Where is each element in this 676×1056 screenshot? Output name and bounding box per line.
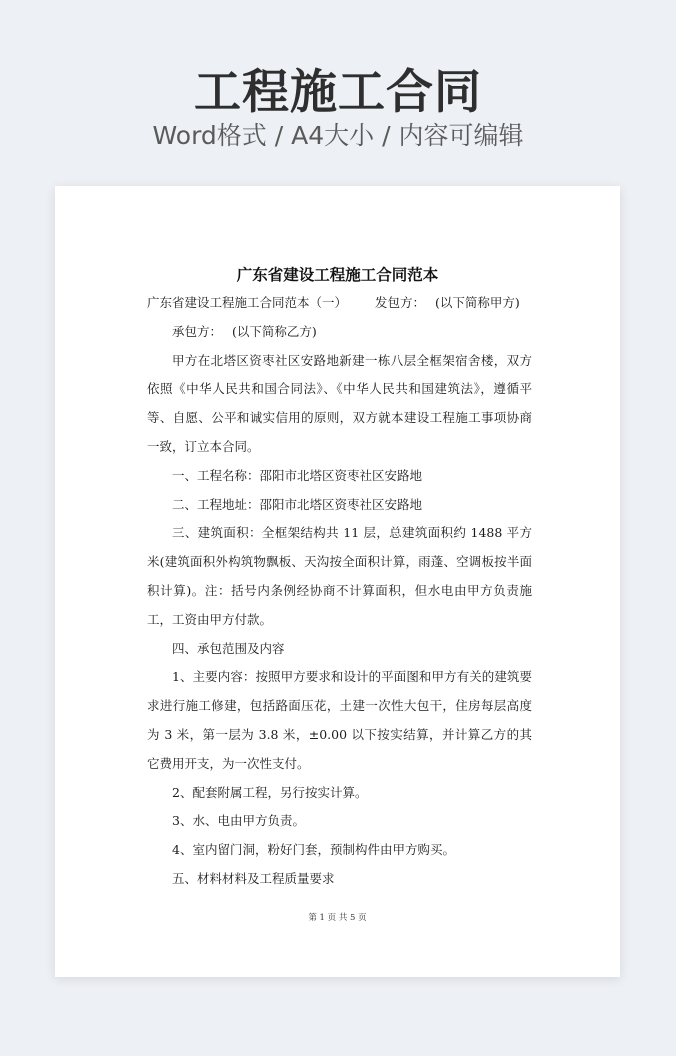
contract-header-line [147, 289, 532, 318]
employer-abbrev: (以下简称甲方) [435, 295, 520, 310]
scope-door-openings: 4、室内留门洞，粉好门套，预制构件由甲方购买。 [172, 842, 455, 858]
contract-template-name: 广东省建设工程施工合同范本（一） [147, 295, 348, 310]
contractor-label: 承包方： [172, 323, 223, 339]
employer-label: 发包方： [375, 295, 426, 310]
page-number-footer: 第 1 页 共 5 页 [308, 913, 367, 923]
scope-water-electricity: 3、水、电由甲方负责。 [172, 813, 305, 829]
contractor-abbrev: (以下简称乙方) [232, 323, 317, 339]
clause-scope-heading: 四、承包范围及内容 [172, 640, 285, 656]
banner-title: 工程施工合同 [194, 65, 482, 120]
contractor-line [147, 318, 532, 347]
clause-building-area: 三、建筑面积：全框架结构共 11 层，总建筑面积约 1488 平方米(建筑面积外构筑物飘板、天沟按全面积计算，雨蓬、空调板按半面积计算)。注：括号内条例经协商不计算面积，但水电由甲方负责施工，工资由甲方付款。 [147, 525, 532, 627]
document-body [147, 289, 532, 894]
scope-main-content: 1、主要内容：按照甲方要求和设计的平面图和甲方有关的建筑要求进行施工修建，包括路面压花，土建一次性大包干，住房每层高度为 3 米，第一层为 3.8 米，±0.00 以下按实结算，并计算乙方的其它费用开支，为一次性支付。 [147, 669, 532, 771]
scope-ancillary-works: 2、配套附属工程，另行按实计算。 [172, 784, 368, 800]
document-page [55, 186, 620, 977]
clause-project-address: 二、工程地址：邵阳市北塔区资枣社区安路地 [172, 496, 423, 512]
clause-materials-quality: 五、材料材料及工程质量要求 [172, 870, 335, 886]
document-title: 广东省建设工程施工合同范本 [236, 265, 439, 284]
banner-subtitle: Word格式 / A4大小 / 内容可编辑 [152, 121, 524, 150]
intro-paragraph: 甲方在北塔区资枣社区安路地新建一栋八层全框架宿舍楼，双方依照《中华人民共和国合同法》、《中华人民共和国建筑法》，遵循平等、自愿、公平和诚实信用的原则，双方就本建设工程施工事项协商一致，订立本合同。 [147, 352, 532, 454]
clause-project-name: 一、工程名称：邵阳市北塔区资枣社区安路地 [172, 467, 423, 483]
